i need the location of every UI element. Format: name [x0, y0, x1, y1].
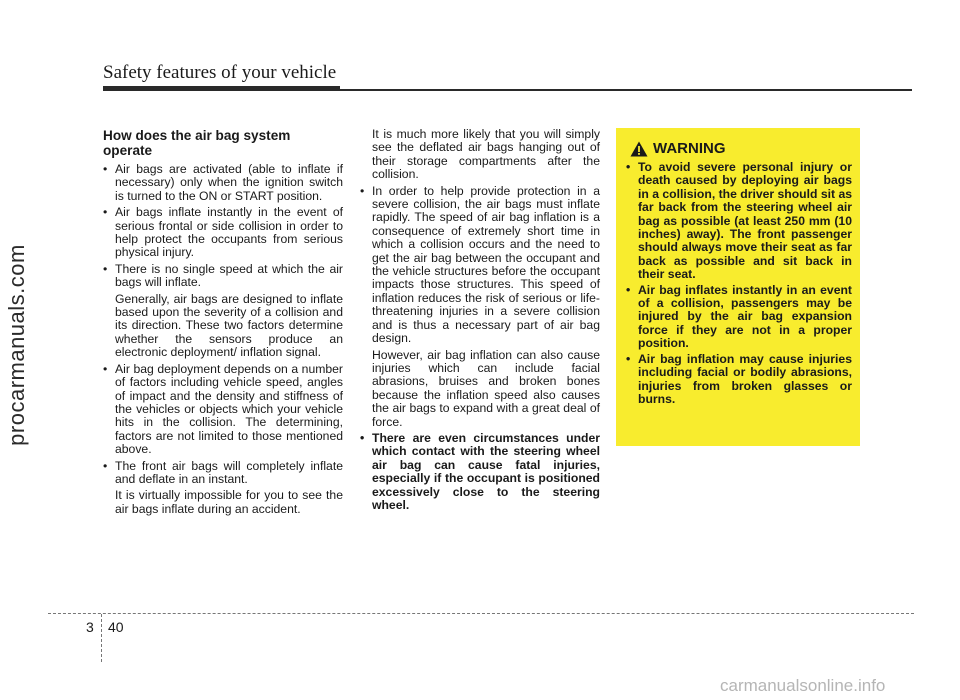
bullet-inflate-rapidly: • In order to help provide protection in a severe collision, the air bags must inflate rapidly. The speed of air bag inflation is a consequence of extremely short time in which a collision occurs and the need to get the air bag between the occupant and the vehicle structures before the occupant impacts those structures. This speed of inflation reduces the risk of serious or life-threatening injuries in a severe collision and is thus a necessary part of air bag design. [360, 185, 600, 346]
para-designed-inflate: Generally, air bags are designed to inflate based upon the severity of a collision and its direction. These two factors determine whether the sensors produce an electronic deployment/ inflation signal. [115, 291, 343, 360]
page-number: 40 [108, 619, 124, 635]
warning-header [630, 140, 852, 157]
warning-box [616, 128, 860, 446]
bullet-activation: • Air bags are activated (able to inflate if necessary) only when the ignition switch is turned to the ON or START position. [103, 163, 343, 203]
bottom-watermark: carmanualsonline.info [720, 676, 886, 695]
para-impossible-to-see: It is virtually impossible for you to see the air bags inflate during an accident. [115, 488, 343, 516]
left-column [103, 128, 343, 519]
footer-rule [48, 613, 914, 614]
side-watermark [2, 150, 32, 540]
warning-item-abrasions: • Air bag inflation may cause injuries including facial or bodily abrasions, injuries from broken glasses or burns. [626, 353, 852, 407]
warning-item-expansion-force: • Air bag inflates instantly in an event of a collision, passengers may be injured by the air bag expansion force if they are not in a proper position. [626, 284, 852, 351]
warning-item-seating: • To avoid severe personal injury or death caused by deploying air bags in a collision, the driver should sit as far back from the steering wheel air bag as possible (at least 250 mm (10 inches) away). The front passenger should always move their seat as far back as possible and sit back in their seat. [626, 161, 852, 282]
para-deflated-bags: It is much more likely that you will simply see the deflated air bags hanging out of their storage compartments after the collision. [372, 127, 600, 182]
warning-list [626, 161, 852, 406]
header-rule-thick [103, 86, 340, 91]
bullet-front-airbags: • The front air bags will completely inflate and deflate in an instant. [103, 460, 343, 487]
warning-triangle-icon [630, 141, 648, 157]
bullet-no-single-speed: • There is no single speed at which the air bags will inflate. [103, 263, 343, 290]
para-inflation-injuries: However, air bag inflation can also cause injuries which can include facial abrasions, bruises and broken bones because the inflation speed also causes the air bags to expand with a great deal of force. [372, 347, 600, 429]
section-heading: How does the air bag system operate [103, 128, 291, 158]
bullet-fatal-injuries: • There are even circumstances under which contact with the steering wheel air bag can cause fatal injuries, especially if the occupant is positioned excessively close to the steering wheel. [360, 432, 600, 512]
bullet-inflate-instantly: • Air bags inflate instantly in the event of serious frontal or side collision in order to help protect the occupants from serious physical injury. [103, 206, 343, 260]
chapter-number: 3 [86, 619, 94, 635]
side-watermark-text: procarmanuals.com [4, 244, 29, 446]
header-rule-thin [340, 89, 912, 91]
middle-column [360, 128, 600, 515]
bullet-deployment-factors: • Air bag deployment depends on a number of factors including vehicle speed, angles of impact and the density and stiffness of the vehicles or objects which your vehicle hits in the collision. The determining, factors are not limited to those mentioned above. [103, 363, 343, 457]
page-header-title: Safety features of your vehicle [103, 62, 337, 83]
warning-title: WARNING [653, 140, 726, 157]
footer-divider [101, 614, 102, 662]
